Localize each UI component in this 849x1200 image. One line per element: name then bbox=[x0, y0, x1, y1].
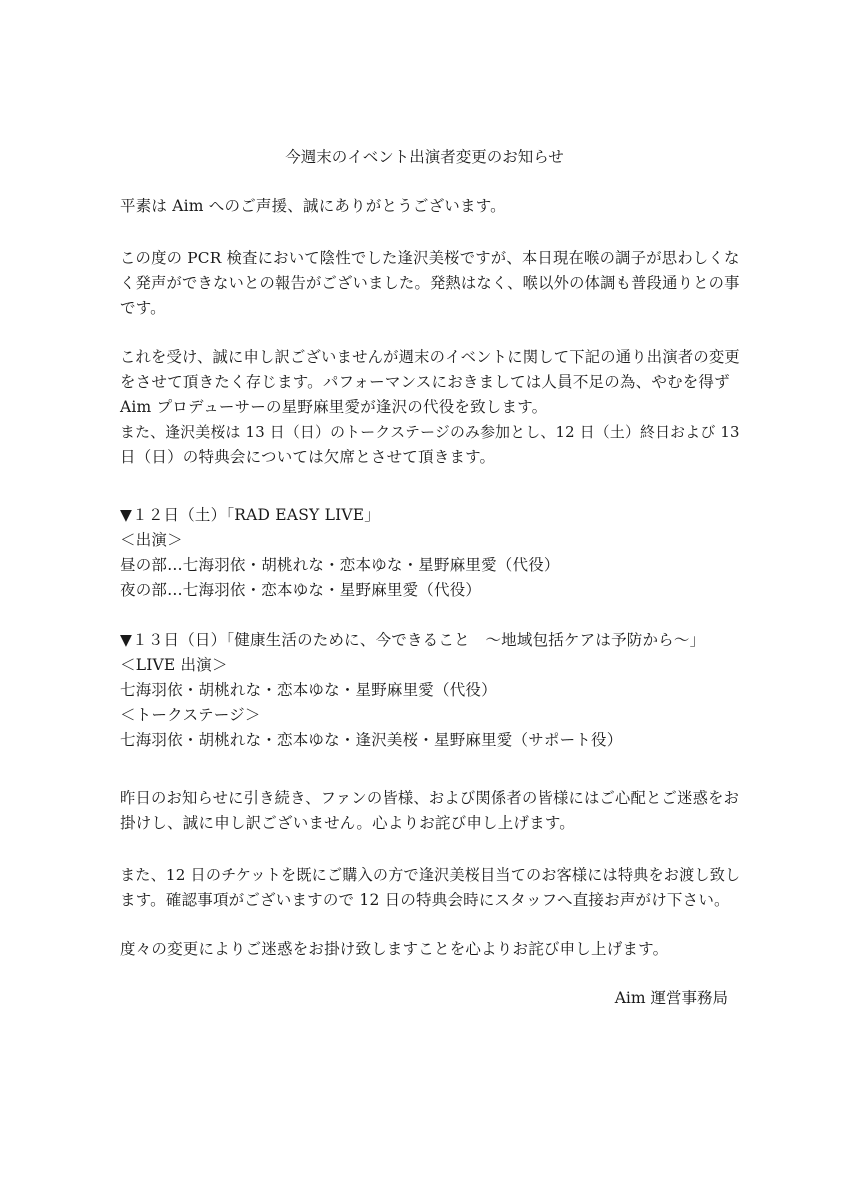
event1-night-session: 夜の部…七海羽依・恋本ゆな・星野麻里愛（代役） bbox=[120, 581, 482, 599]
para2-line-5: 日（日）の特典会については欠席とさせて頂きます。 bbox=[120, 448, 496, 466]
signature: Aim 運営事務局 bbox=[614, 989, 728, 1007]
event2-talk-cast: 七海羽依・胡桃れな・恋本ゆな・逢沢美桜・星野麻里愛（サポート役） bbox=[120, 731, 623, 749]
para4-line-2: ます。確認事項がございますので 12 日の特典会時にスタッフへ直接お声がけ下さい。 bbox=[120, 891, 730, 909]
event2-live-cast: 七海羽依・胡桃れな・恋本ゆな・星野麻里愛（代役） bbox=[120, 681, 497, 699]
event2-talk-label: ＜トークステージ＞ bbox=[120, 706, 261, 724]
para3-line-2: 掛けし、誠に申し訳ございません。心よりお詫び申し上げます。 bbox=[120, 814, 575, 832]
para1-line-3: です。 bbox=[120, 299, 166, 317]
event1-cast-label: ＜出演＞ bbox=[120, 531, 183, 549]
event2-heading: ▼１３日（日）「健康生活のために、今できること 〜地域包括ケアは予防から〜」 bbox=[120, 631, 706, 649]
para2-line-4: また、逢沢美桜は 13 日（日）のトークステージのみ参加とし、12 日（土）終日および 13 bbox=[120, 423, 740, 441]
closing-line: 度々の変更によりご迷惑をお掛け致しますことを心よりお詫び申し上げます。 bbox=[120, 940, 669, 958]
para3-line-1: 昨日のお知らせに引き続き、ファンの皆様、および関係者の皆様にはご心配とご迷惑をお bbox=[120, 789, 740, 807]
event1-day-session: 昼の部…七海羽依・胡桃れな・恋本ゆな・星野麻里愛（代役） bbox=[120, 556, 560, 574]
para4-line-1: また、12 日のチケットを既にご購入の方で逢沢美桜目当てのお客様には特典をお渡し致し bbox=[120, 866, 741, 884]
greeting-line: 平素は Aim へのご声援、誠にありがとうございます。 bbox=[120, 197, 506, 215]
event2-live-label: ＜LIVE 出演＞ bbox=[120, 656, 228, 674]
para1-line-1: この度の PCR 検査において陰性でした逢沢美桜ですが、本日現在喉の調子が思わしくな bbox=[120, 249, 740, 267]
notice-title: 今週末のイベント出演者変更のお知らせ bbox=[285, 148, 564, 166]
para1-line-2: く発声ができないとの報告がございました。発熱はなく、喉以外の体調も普段通りとの事 bbox=[120, 274, 740, 292]
para2-line-3: Aim プロデューサーの星野麻里愛が逢沢の代役を致します。 bbox=[120, 398, 548, 416]
event1-heading: ▼１２日（土）「RAD EASY LIVE」 bbox=[120, 506, 380, 524]
para2-line-1: これを受け、誠に申し訳ございませんが週末のイベントに関して下記の通り出演者の変更 bbox=[120, 348, 740, 366]
para2-line-2: をさせて頂きたく存じます。パフォーマンスにおきましては人員不足の為、やむを得ず bbox=[120, 373, 730, 391]
